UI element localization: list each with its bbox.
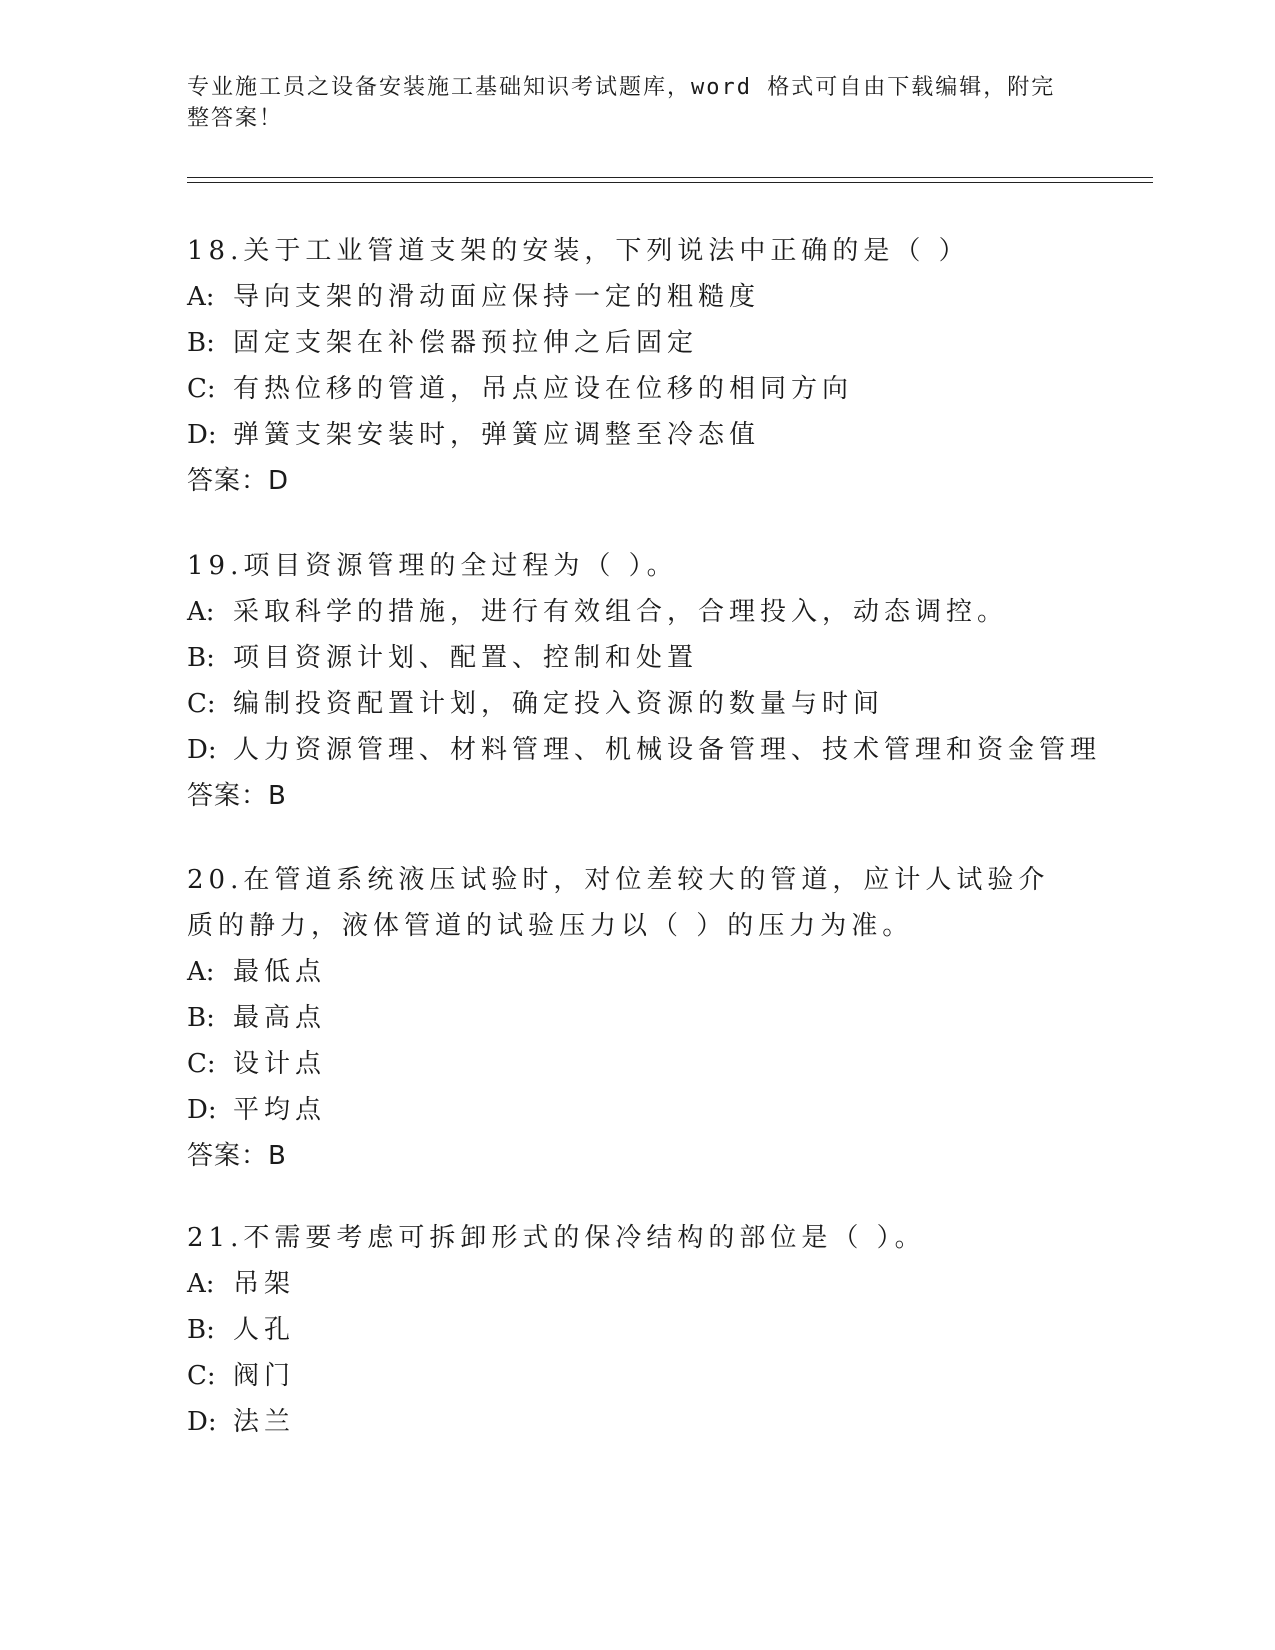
option-key: A: [187,1269,215,1299]
option-d [187,1087,1067,1133]
option-text: 最低点 [233,957,327,987]
option-key: D: [187,735,217,765]
option-text: 人孔 [233,1315,296,1345]
question-20 [187,857,1067,1179]
option-key: A: [187,282,215,312]
option-d [187,727,1102,773]
option-b [187,635,1087,681]
header-divider-bottom [187,182,1153,183]
option-key: B: [187,1003,215,1033]
option-key: A: [187,957,215,987]
option-key: C: [187,1361,216,1391]
option-key: B: [187,1315,215,1345]
option-key: B: [187,328,215,358]
document-header: 专业施工员之设备安装施工基础知识考试题库，word 格式可自由下载编辑，附完整答案！ [187,75,1056,131]
question-stem: 18.关于工业管道支架的安装，下列说法中正确的是（ ） [187,236,970,266]
question-21 [187,1215,1087,1445]
option-key: C: [187,374,216,404]
answer-line: 答案：B [187,781,287,811]
option-text: 项目资源计划、配置、控制和处置 [233,643,699,673]
option-key: C: [187,1049,216,1079]
question-stem: 21.不需要考虑可拆卸形式的保冷结构的部位是（ ）。 [187,1223,926,1253]
option-text: 人力资源管理、材料管理、机械设备管理、技术管理和资金管理 [233,735,1102,765]
option-b [187,995,1067,1041]
option-text: 设计点 [233,1049,327,1079]
option-text: 固定支架在补偿器预拉伸之后固定 [233,328,699,358]
option-text: 编制投资配置计划，确定投入资源的数量与时间 [233,689,885,719]
option-b [187,1307,1087,1353]
question-18 [187,228,1087,504]
option-a [187,949,1067,995]
option-key: C: [187,689,216,719]
option-c [187,1041,1067,1087]
option-text: 导向支架的滑动面应保持一定的粗糙度 [233,282,761,312]
option-text: 弹簧支架安装时，弹簧应调整至冷态值 [233,420,761,450]
option-text: 法兰 [233,1407,296,1437]
option-text: 阀门 [233,1361,296,1391]
option-key: D: [187,420,217,450]
option-text: 吊架 [233,1269,296,1299]
option-text: 最高点 [233,1003,327,1033]
option-a [187,1261,1087,1307]
answer-line: 答案：D [187,466,290,496]
option-c [187,681,1087,727]
option-d [187,1399,1087,1445]
answer-line: 答案：B [187,1141,287,1171]
option-key: A: [187,597,215,627]
header-divider-top [187,177,1153,178]
option-key: D: [187,1407,217,1437]
option-text: 采取科学的措施，进行有效组合，合理投入，动态调控。 [233,597,1009,627]
option-text: 平均点 [233,1095,327,1125]
option-key: D: [187,1095,217,1125]
option-text: 有热位移的管道，吊点应设在位移的相同方向 [233,374,854,404]
option-a [187,274,1087,320]
option-key: B: [187,643,215,673]
question-stem: 20.在管道系统液压试验时，对位差较大的管道，应计人试验介质的静力，液体管道的试验压力以（ ）的压力为准。 [187,865,1050,941]
option-b [187,320,1087,366]
option-d [187,412,1087,458]
question-19 [187,543,1102,819]
option-c [187,366,1087,412]
option-a [187,589,1087,635]
option-c [187,1353,1087,1399]
question-stem: 19.项目资源管理的全过程为（ ）。 [187,551,678,581]
